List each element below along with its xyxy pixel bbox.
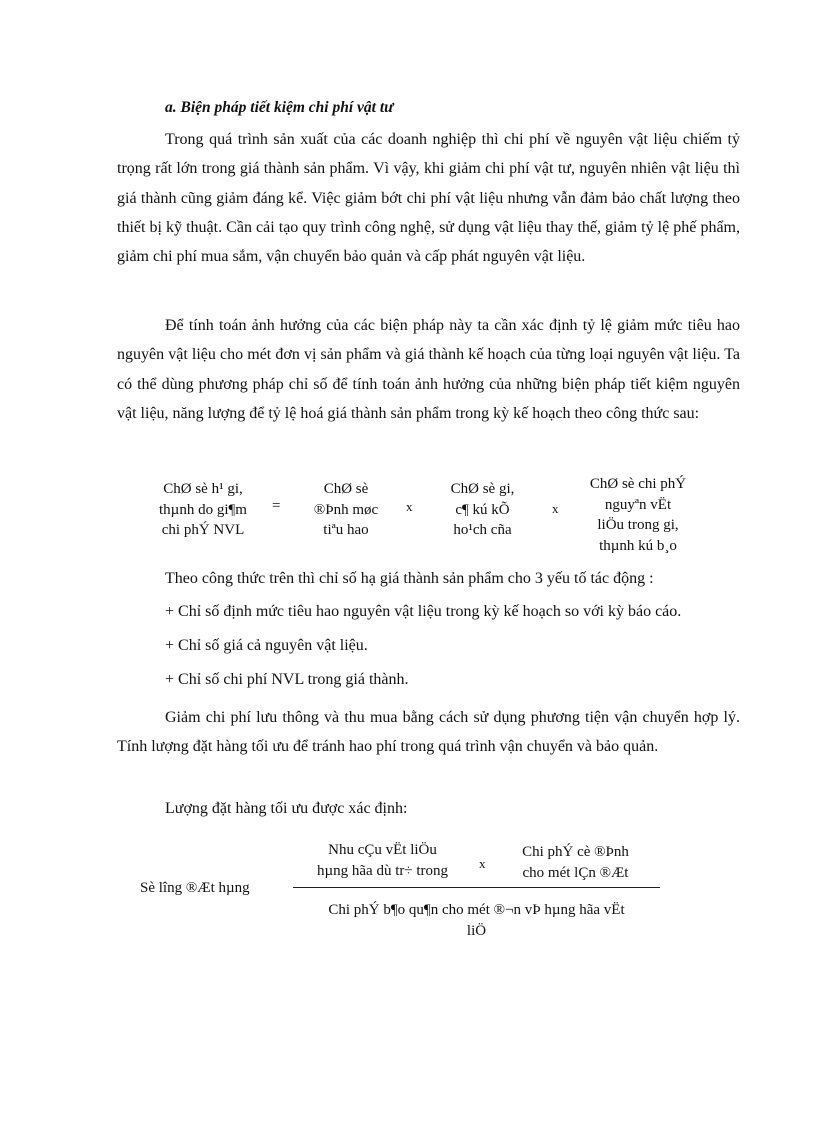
paragraph-three-factors: Theo công thức trên thì chỉ số hạ giá thành sản phẩm cho 3 yếu tố tác động : <box>165 570 654 587</box>
section-heading: a. Biện pháp tiết kiệm chi phí vật tư <box>165 99 394 116</box>
formula-numerator-fixed-cost: Chi phÝ cè ®Þnh cho mét lÇn ®Æt <box>522 844 629 881</box>
bullet-material-price: + Chỉ số giá cả nguyên vật liệu. <box>165 637 368 654</box>
formula-multiply-sign: x <box>479 856 486 871</box>
paragraph-material-costs: Trong quá trình sản xuất của các doanh nghiệp thì chi phí về nguyên vật liệu chiếm tỷ trọng rất lớn trong giá thành sản phẩm. Vì vậy, khi giảm chi phí vật tư, nguyên nhiên vật liệu thì giá thành cũng giảm đáng kể. Việc giảm bớt chi phí vật liệu nhưng vẫn đảm bảo chất lượng theo thiết bị kỹ thuật. Cần cải tạo quy trình công nghệ, sử dụng vật liệu thay thế, giảm tỷ lệ phế phẩm, giảm chi phí mua sắm, vận chuyển bảo quản và cấp phát nguyên vật liệu. <box>117 131 740 266</box>
formula-denominator-clipped-line: liÖ <box>466 923 487 939</box>
paragraph-logistics-costs: Giảm chi phí lưu thông và thu mua bằng cách sử dụng phương tiện vận chuyển hợp lý. Tính lượng đặt hàng tối ưu để tránh hao phí trong quá trình vận chuyển và bảo quản. <box>117 709 740 756</box>
formula-order-quantity-label: Sè lîng ®Æt hµng <box>140 880 250 896</box>
formula-equals-sign: = <box>272 498 281 514</box>
formula-denominator-storage-cost: Chi phÝ b¶o qu¶n cho mét ®¬n vÞ hµng hãa vËt <box>328 902 625 918</box>
paragraph-index-method: Để tính toán ảnh hưởng của các biện pháp này ta cần xác định tỷ lệ giảm mức tiêu hao nguyên vật liệu cho mét đơn vị sản phẩm và giá thành kế hoạch của từng loại nguyên vật liệu. Ta có thể dùng phương pháp chỉ số để tính toán ảnh hưởng của những biện pháp tiết kiệm nguyên vật liệu, năng lượng để tỷ lệ hoá giá thành sản phẩm trong kỳ kế hoạch theo công thức sau: <box>117 317 740 422</box>
bullet-consumption-norm: + Chỉ số định mức tiêu hao nguyên vật liệu trong kỳ kế hoạch so với kỳ báo cáo. <box>165 603 682 620</box>
formula-term-consumption-norm-index: ChØ sè ®Þnh møc tiªu hao <box>313 481 379 538</box>
paragraph-optimal-order: Lượng đặt hàng tối ưu được xác định: <box>165 800 408 817</box>
formula-term-cost-reduction-index: ChØ sè h¹ gi, thµnh do gi¶m chi phÝ NVL <box>159 481 247 538</box>
bullet-material-cost-share: + Chỉ số chi phí NVL trong giá thành. <box>165 671 409 688</box>
formula-numerator-demand: Nhu cÇu vËt liÖu hµng hãa dù tr÷ trong <box>316 842 448 879</box>
formula-multiply-sign: x <box>406 499 413 514</box>
formula-fraction-bar <box>293 887 660 888</box>
formula-multiply-sign: x <box>552 501 559 516</box>
formula-term-material-cost-share-index: ChØ sè chi phÝ nguyªn vËt liÖu trong gi, thµnh kú b¸o <box>589 476 687 554</box>
formula-term-price-index: ChØ sè gi, c¶ kú kÕ ho¹ch cña <box>450 481 515 538</box>
